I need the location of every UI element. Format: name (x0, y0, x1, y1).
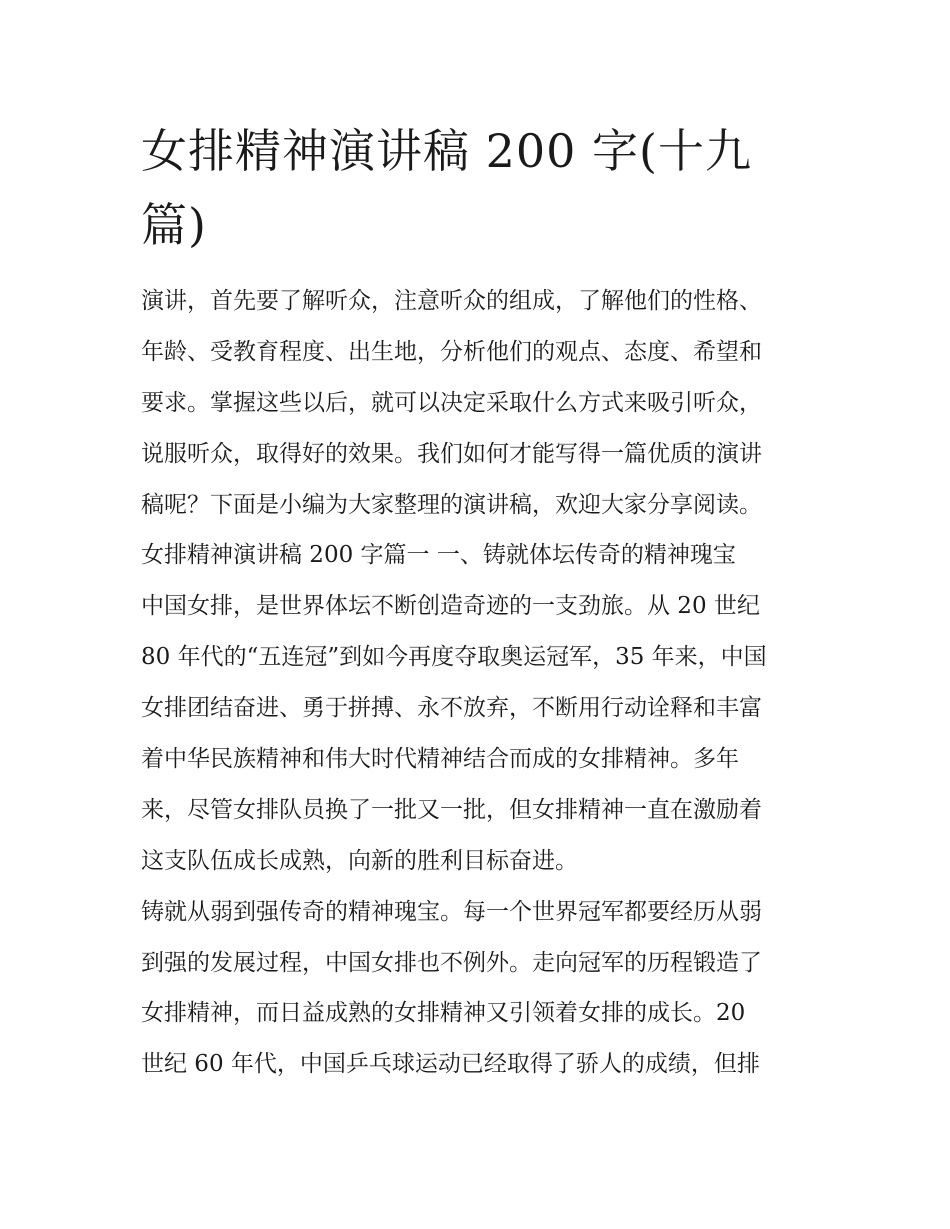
body-line: 着中华民族精神和伟大时代精神结合而成的女排精神。多年 (141, 746, 739, 773)
body-line: 要求。掌握这些以后，就可以决定采取什么方式来吸引听众， (141, 389, 762, 416)
body-line: 演讲，首先要了解听众，注意听众的组成，了解他们的性格、 (141, 288, 762, 314)
body-line: 女排精神，而日益成熟的女排精神又引领着女排的成长。20 (141, 1000, 746, 1027)
body-line: 80 年代的“五连冠”到如今再度夺取奥运冠军，35 年来，中国 (141, 644, 767, 671)
body-line: 说服听众，取得好的效果。我们如何才能写得一篇优质的演讲 (141, 440, 762, 467)
document-body (141, 276, 821, 1090)
body-line: 这支队伍成长成熟，向新的胜利目标奋进。 (141, 847, 578, 874)
body-line: 女排团结奋进、勇于拼搏、永不放弃，不断用行动诠释和丰富 (141, 695, 762, 722)
body-line: 稿呢？下面是小编为大家整理的演讲稿，欢迎大家分享阅读。 (141, 491, 762, 518)
document-title (141, 114, 821, 262)
body-line: 世纪 60 年代，中国乒乓球运动已经取得了骄人的成绩，但排 (141, 1051, 760, 1078)
body-line: 中国女排，是世界体坛不断创造奇迹的一支劲旅。从 20 世纪 (141, 593, 760, 620)
body-line: 铸就从弱到强传奇的精神瑰宝。每一个世界冠军都要经历从弱 (141, 898, 762, 925)
title-line: 女排精神演讲稿 200 字(十九 (141, 124, 752, 178)
body-line: 来，尽管女排队员换了一批又一批，但女排精神一直在激励着 (141, 796, 762, 823)
title-line: 篇) (141, 198, 207, 252)
body-line: 到强的发展过程，中国女排也不例外。走向冠军的历程锻造了 (141, 949, 762, 976)
body-line: 年龄、受教育程度、出生地，分析他们的观点、态度、希望和 (141, 338, 762, 365)
body-line: 女排精神演讲稿 200 字篇一 一、铸就体坛传奇的精神瑰宝 (141, 542, 736, 569)
